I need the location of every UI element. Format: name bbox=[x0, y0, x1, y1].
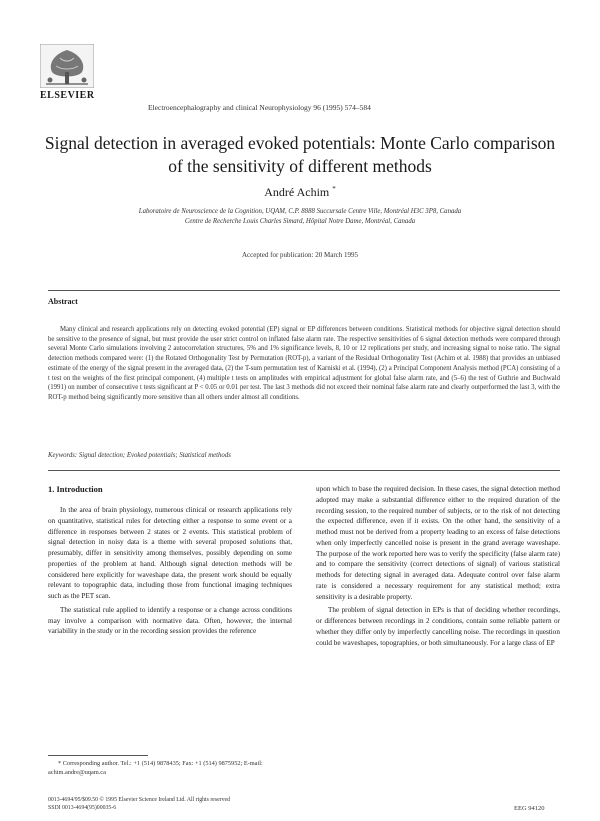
intro-paragraph-2-continued: upon which to base the required decision. In these cases, the signal detection method adopted may make a substantial difference either to the required duration of the recording session, to the required number of subjects, or to the risk of not detecting the expected difference, even if it exists. On the other hand, the sensitivity of a method must not be derived from a property leading to an excess of false detections when only imperfectly cancelled noise is present in the grand average waveshape. The purpose of the work reported here was to verify the specificity (false alarm rate) and to compare the sensitivity (correct detections of signal) of various statistical methods for detecting signal in averaged data. Adequate control over false alarm rate is considered a necessary requirement for any statistical method; extra sensitivity is a desirable property. bbox=[316, 485, 560, 601]
imprint-copyright: 0013-4694/95/$09.50 © 1995 Elsevier Science Ireland Ltd. All rights reserved bbox=[48, 797, 230, 803]
abstract-text: Many clinical and research applications rely on detecting evoked potential (EP) signal or EP differences between conditions. Statistical methods for objective signal detection should be sensitive to the presence of signal, but must provide the user strict control on inflated false alarm rate. The respective sensitivities of 6 signal detection methods were compared through several Monte Carlo simulations involving 2 autocorrelation structures, 5% and 1% significance levels, 8, 10 or 12 replications per study, and increasing signal to noise ratio. The signal detection methods compared were: (1) the Rotated Orthogonality Test by Permutation (ROT-p), a variant of the Residual Orthogonality Test (Achim et al. 1988) that provides an unbiased estimate of the energy of the signal present in the averaged data, (2) the T-sum permutation test of Karniski et al. (1994), (2) a Principal Component Analysis method (PCA) consisting of a t test on the weights of the first principal component, (4) multiple t tests on amplitudes with empirical adjustment for global false alarm rate, and (5–6) the test of Guthrie and Buchwald (1991) on number of consecutive t tests significant at P < 0.05 or 0.01 per test. The last 3 methods did not exceed their nominal false alarm rate and clearly outperformed the last 3, with the ROT-p method being significantly more sensitive than all others under almost all conditions. bbox=[48, 326, 560, 401]
article-title-line-2: of the sensitivity of different methods bbox=[168, 156, 432, 176]
imprint bbox=[48, 796, 230, 812]
author bbox=[40, 185, 560, 200]
intro-paragraph-2: The statistical rule applied to identify a response or a change across conditions may involve a comparison with normative data. Often, however, the internal variability in the study or in the recording session provides the reference bbox=[48, 605, 292, 636]
keywords-text: Signal detection; Evoked potentials; Statistical methods bbox=[78, 452, 231, 459]
imprint-ssdi: SSDI 0013-4694(95)00035-6 bbox=[48, 805, 117, 811]
article-code: EEG 94120 bbox=[514, 805, 545, 812]
keywords bbox=[48, 452, 231, 459]
affiliation-line-2: Centre de Recherche Louis Charles Simard, Hôpital Notre Dame, Montréal, Canada bbox=[184, 218, 416, 225]
affiliation-line-1: Laboratoire de Neuroscience de la Cognition, UQAM, C.P. 8888 Succursale Centre Ville, Montréal H3C 3P8, Canada bbox=[138, 208, 462, 215]
author-name: André Achim bbox=[264, 185, 330, 199]
abstract-heading: Abstract bbox=[48, 297, 78, 306]
left-column bbox=[48, 505, 292, 637]
journal-reference: Electroencephalography and clinical Neurophysiology 96 (1995) 574–584 bbox=[148, 103, 371, 112]
article-title bbox=[40, 132, 560, 178]
keywords-label: Keywords: bbox=[48, 452, 78, 459]
abstract-top-rule bbox=[48, 290, 560, 291]
affiliation bbox=[40, 207, 560, 227]
section-heading-introduction: 1. Introduction bbox=[48, 484, 103, 494]
right-column bbox=[316, 484, 560, 648]
elsevier-logo bbox=[40, 44, 94, 108]
article-title-line-1: Signal detection in averaged evoked potentials: Monte Carlo comparison bbox=[44, 133, 556, 153]
author-mark: * bbox=[332, 185, 336, 193]
corresponding-author-footnote: * Corresponding author. Tel.: +1 (514) 9878435; Fax: +1 (514) 9875952; E-mail: achim.andre@uqam.ca bbox=[48, 760, 263, 776]
publisher-name: ELSEVIER bbox=[40, 90, 95, 101]
footnote-rule bbox=[48, 755, 148, 756]
accepted-date: Accepted for publication: 20 March 1995 bbox=[241, 251, 359, 259]
intro-paragraph-1: In the area of brain physiology, numerous clinical or research applications rely on quantitative, statistical rules for detecting either a response to some event or a difference in responses between 2 states or 2 events. This statistical problem of signal detection in noisy data is a theme with several proposed solutions that, presumably, differ in sensitivity among themselves, possibly depending on some properties of the problem at hand. Although signal detection methods will be considered here explicitly for waveshape data, the present work should be equally relevant to topographic data, including those from functional imaging techniques such as the PET scan. bbox=[48, 506, 292, 600]
abstract-bottom-rule bbox=[48, 470, 560, 471]
intro-paragraph-3: The problem of signal detection in EPs is that of deciding whether recordings, or differences between recordings in 2 conditions, contain some reliable pattern or whether they differ only by imperfectly cancelling noise. The recordings in question could be waveshapes, topographies, or both simultaneously. For a large class of EP bbox=[316, 606, 560, 647]
elsevier-tree-logo-icon bbox=[40, 44, 94, 88]
